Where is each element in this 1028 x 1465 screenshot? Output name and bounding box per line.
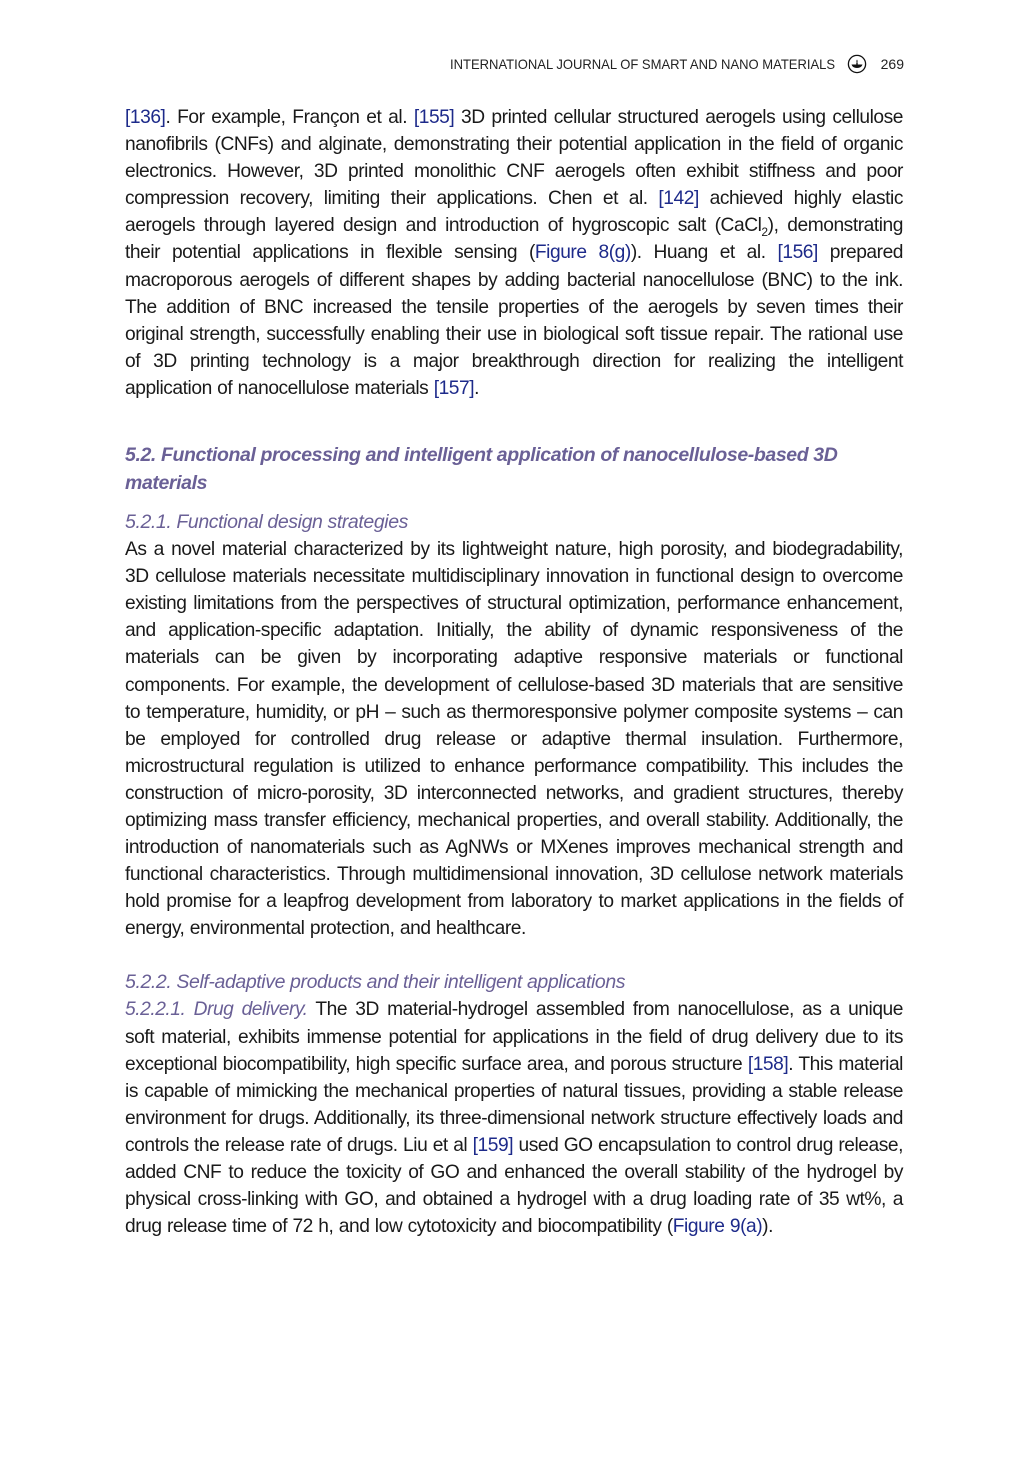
text: The 3D material-hydrogel assembled from nanocellulose, as a unique soft material, exhibits immense potential for applications in the field of drug delivery due to its exceptional biocompatibility, high specific surface area, and porous structure: [125, 999, 903, 1075]
text: achieved highly elastic aerogels through layered design and introduction of hygroscopic salt (CaCl: [125, 188, 903, 237]
figure-9a-link[interactable]: Figure 9(a): [672, 1216, 763, 1238]
text: ). Huang et al.: [630, 242, 778, 264]
paragraph-drug-delivery: [125, 996, 903, 1240]
citation-157[interactable]: [157]: [433, 377, 475, 399]
text: .: [474, 377, 480, 399]
article-body: [125, 104, 903, 1240]
citation-142[interactable]: [142]: [658, 188, 699, 210]
citation-156[interactable]: [156]: [777, 242, 818, 264]
paragraph-3d-printing: [125, 104, 903, 402]
text: . This material is capable of mimicking the mechanical properties of natural tissues, providing a stable release environment for drugs. Additionally, its three-dimensional network structure effectively loads and controls the release rate of drugs. Liu et al: [125, 1053, 903, 1156]
section-heading-5-2: 5.2. Functional processing and intelligent application of nanocellulose-based 3D materials: [125, 444, 838, 494]
figure-8g-link[interactable]: Figure 8(g): [534, 242, 631, 264]
subsubsection-heading-5-2-2-1: 5.2.2.1. Drug delivery.: [125, 999, 308, 1021]
text: 3D printed cellular structured aerogels using cellulose nanofibrils (CNFs) and alginate, demonstrating their potential application in the field of organic electronics. However, 3D printed monolithic CNF aerogels often exhibit stiffness and poor compression recovery, limiting their applications. Chen et al.: [125, 107, 904, 210]
subsection-heading-5-2-2: 5.2.2. Self-adaptive products and their intelligent applications: [125, 971, 626, 994]
citation-159[interactable]: [159]: [472, 1134, 514, 1156]
paragraph-functional-design: As a novel material characterized by its lightweight nature, high porosity, and biodegradability, 3D cellulose materials necessitate multidisciplinary innovation in functional design to overcome existing limitations from the perspectives of structural optimization, performance enhancement, and application-specific adaptation. Initially, the ability of dynamic responsiveness of the materials can be given by incorporating adaptive responsive materials or functional components. For example, the development of cellulose-based 3D materials that are sensitive to temperature, humidity, or pH – such as thermoresponsive polymer composite systems – can be employed for controlled drug release or adaptive thermal insulation. Furthermore, microstructural regulation is utilized to enhance performance compatibility. This includes the construction of micro-porosity, 3D interconnected networks, and gradient structures, thereby optimizing mass transfer efficiency, mechanical properties, and overall stability. Additionally, the introduction of nanomaterials such as AgNWs or MXenes improves mechanical strength and functional characteristics. Through multidimensional innovation, 3D cellulose network materials hold promise for a leapfrog development from laboratory to market applications in the fields of energy, environmental protection, and healthcare.: [125, 539, 903, 940]
publisher-lamp-icon: [847, 54, 867, 74]
citation-155[interactable]: [155]: [413, 107, 455, 128]
text: prepared macroporous aerogels of different shapes by adding bacterial nanocellulose (BNC) to the ink. The addition of BNC increased the tensile properties of the aerogels by seven times their original strength, successfully enabling their use in biological soft tissue repair. The rational use of 3D printing technology is a major breakthrough direction for realizing the intelligent application of nanocellulose materials: [125, 242, 904, 399]
text: used GO encapsulation to control drug release, added CNF to reduce the toxicity of GO and enhanced the overall stability of the hydrogel by physical cross-linking with GO, and obtained a hydrogel with a drug loading rate of 35 wt%, a drug release time of 72 h, and low cytotoxicity and biocompatibility (: [125, 1134, 903, 1238]
journal-title: INTERNATIONAL JOURNAL OF SMART AND NANO MATERIALS: [449, 56, 835, 72]
subsection-heading-5-2-1: 5.2.1. Functional design strategies: [125, 511, 409, 534]
text: ), demonstrating their potential applications in flexible sensing (: [125, 215, 903, 264]
text: ).: [762, 1216, 773, 1238]
running-header: [0, 52, 904, 76]
citation-158[interactable]: [158]: [747, 1053, 789, 1075]
page-number: 269: [880, 56, 904, 72]
citation-136[interactable]: [136]: [125, 107, 166, 128]
subscript: 2: [761, 225, 768, 240]
text: . For example, Françon et al.: [165, 107, 414, 128]
